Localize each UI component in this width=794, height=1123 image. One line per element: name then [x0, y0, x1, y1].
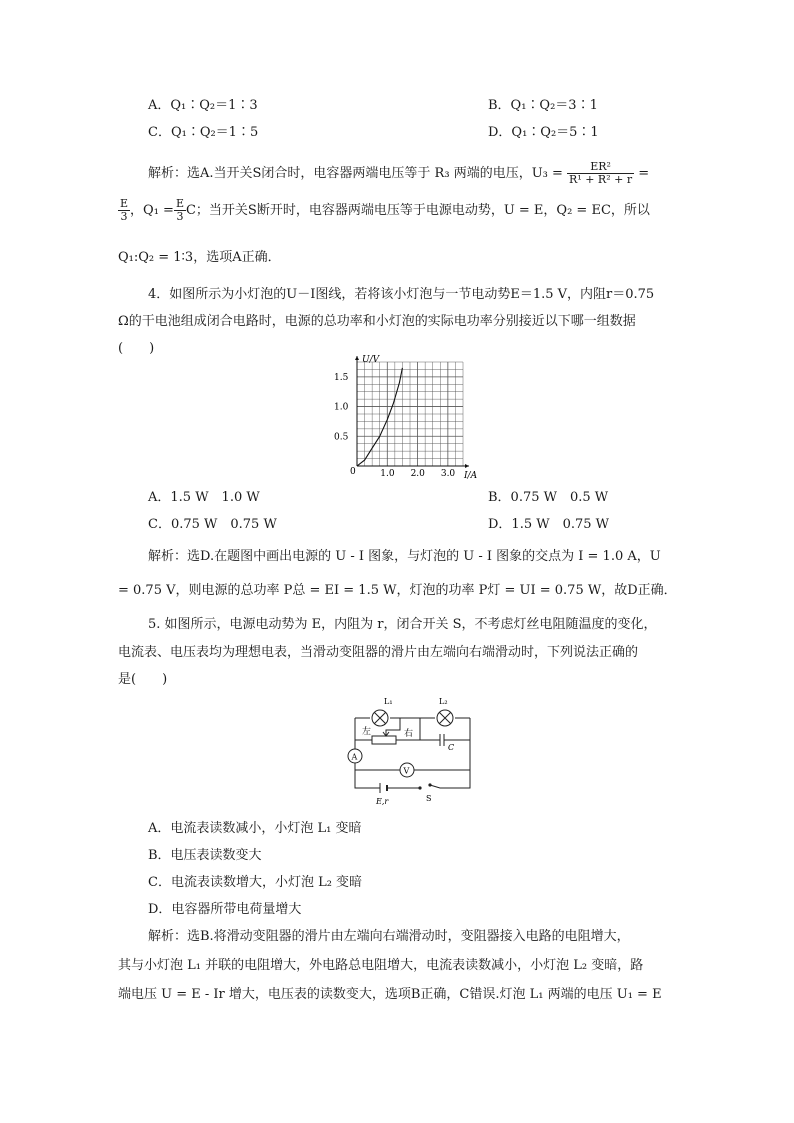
capacitor-icon: [440, 734, 444, 746]
label-battery: E,r: [376, 797, 389, 806]
q4-stem-line1: 4．如图所示为小灯泡的U－I图线，若将该小灯泡与一节电动势E＝1.5 V，内阻r＝0.75: [148, 287, 655, 302]
fraction-e-over-3: $\frac{E}{3}$: [120, 197, 129, 224]
chart-y-label: U/V: [362, 355, 380, 365]
q5-solution-line2: 其与小灯泡 L₁ 并联的电阻增大，外电路总电阻增大，电流表读数减小，小灯泡 L₂ 变暗，路: [118, 958, 644, 973]
q3-option-c: C．Q₁∶Q₂＝1∶5: [148, 125, 259, 140]
label-l1: L₁: [384, 697, 393, 706]
q3-option-d: D．Q₁∶Q₂＝5∶1: [488, 125, 599, 140]
ui-chart: [330, 350, 490, 485]
q5-stem-line3: 是( ): [118, 672, 168, 687]
q5-option-d: D．电容器所带电荷量增大: [148, 902, 302, 917]
q4-option-d: D．1.5 W 0.75 W: [488, 517, 610, 532]
q4-solution-line1: 解析：选D.在题图中画出电源的 U - I 图象，与灯泡的 U - I 图象的交点为 I = 1.0 A，U: [148, 549, 661, 564]
label-cap: C: [448, 743, 455, 752]
chart-grid: [357, 362, 463, 466]
x-tick-label: 1.0: [380, 469, 395, 479]
x-tick-label: 2.0: [410, 469, 425, 479]
fraction-u3: $\frac{\text{ER²}}{\text{R¹ + R² + r}}$: [569, 160, 633, 187]
q3-solution-line1: 解析：选A.当开关S闭合时，电容器两端电压等于 R₃ 两端的电压，U₃ = $\frac{\text{ER²}}{\text{R¹ + R² + r}}$ =: [148, 160, 650, 187]
y-tick-label: 1.5: [334, 372, 349, 383]
q3-solution-line2: $\frac{E}{3}$ ，Q₁ = $\frac{E}{3}$ C；当开关S断开时，电容器两端电压等于电源电动势，U = E，Q₂ = EC，所以: [120, 197, 650, 224]
q5-option-b: B．电压表读数变大: [148, 848, 262, 863]
q3-option-a: A．Q₁∶Q₂＝1∶3: [148, 98, 258, 113]
q4-option-b: B．0.75 W 0.5 W: [488, 490, 609, 505]
q5-option-c: C．电流表读数增大，小灯泡 L₂ 变暗: [148, 875, 363, 890]
y-axis-arrow: [355, 356, 359, 360]
q5-option-a: A．电流表读数减小，小灯泡 L₁ 变暗: [148, 821, 362, 836]
circuit-diagram: [340, 690, 480, 812]
chart-origin-label: 0: [350, 467, 356, 477]
switch-icon: [428, 783, 431, 786]
label-ammeter: A: [351, 752, 358, 762]
label-left: 左: [362, 727, 372, 737]
q5-stem-line2: 电流表、电压表均为理想电表，当滑动变阻器的滑片由左端向右端滑动时，下列说法正确的: [118, 645, 639, 660]
q3-option-b: B．Q₁∶Q₂＝3∶1: [488, 98, 598, 113]
y-tick-label: 0.5: [334, 432, 349, 443]
fraction-e-over-3-b: $\frac{E}{3}$: [175, 197, 184, 224]
chart-x-label: I/A: [464, 471, 478, 481]
circuit-wire-right: [430, 718, 470, 788]
label-l2: L₂: [439, 697, 448, 706]
q5-stem-line1: 5. 如图所示，电源电动势为 E，内阻为 r，闭合开关 S，不考虑灯丝电阻随温度的变化，: [148, 617, 657, 632]
q5-solution-line3: 端电压 U = E - Ir 增大，电压表的读数变大，选项B正确，C错误.灯泡 L₁ 两端的电压 U₁ = E: [118, 987, 662, 1002]
q5-solution-line1: 解析：选B.将滑动变阻器的滑片由左端向右端滑动时，变阻器接入电路的电阻增大，: [148, 929, 630, 944]
x-tick-label: 3.0: [440, 469, 456, 479]
label-voltmeter: V: [403, 766, 410, 776]
q4-option-a: A．1.5 W 1.0 W: [148, 490, 260, 505]
q4-stem-line3: ( ): [118, 341, 155, 356]
x-axis-arrow: [465, 464, 469, 468]
label-right: 右: [404, 729, 414, 739]
q4-stem-line2: Ω的干电池组成闭合电路时，电源的总功率和小灯泡的实际电功率分别接近以下哪一组数据: [118, 314, 636, 329]
rheostat-icon: [372, 736, 396, 744]
label-switch: S: [426, 794, 432, 803]
q3-solution-line3: Q₁:Q₂ = 1∶3，选项A正确．: [118, 250, 281, 265]
q4-option-c: C．0.75 W 0.75 W: [148, 517, 277, 532]
q4-solution-line2: = 0.75 V，则电源的总功率 P总 = EI = 1.5 W，灯泡的功率 P灯 = UI = 0.75 W，故D正确．: [118, 583, 677, 598]
y-tick-label: 1.0: [334, 402, 349, 413]
